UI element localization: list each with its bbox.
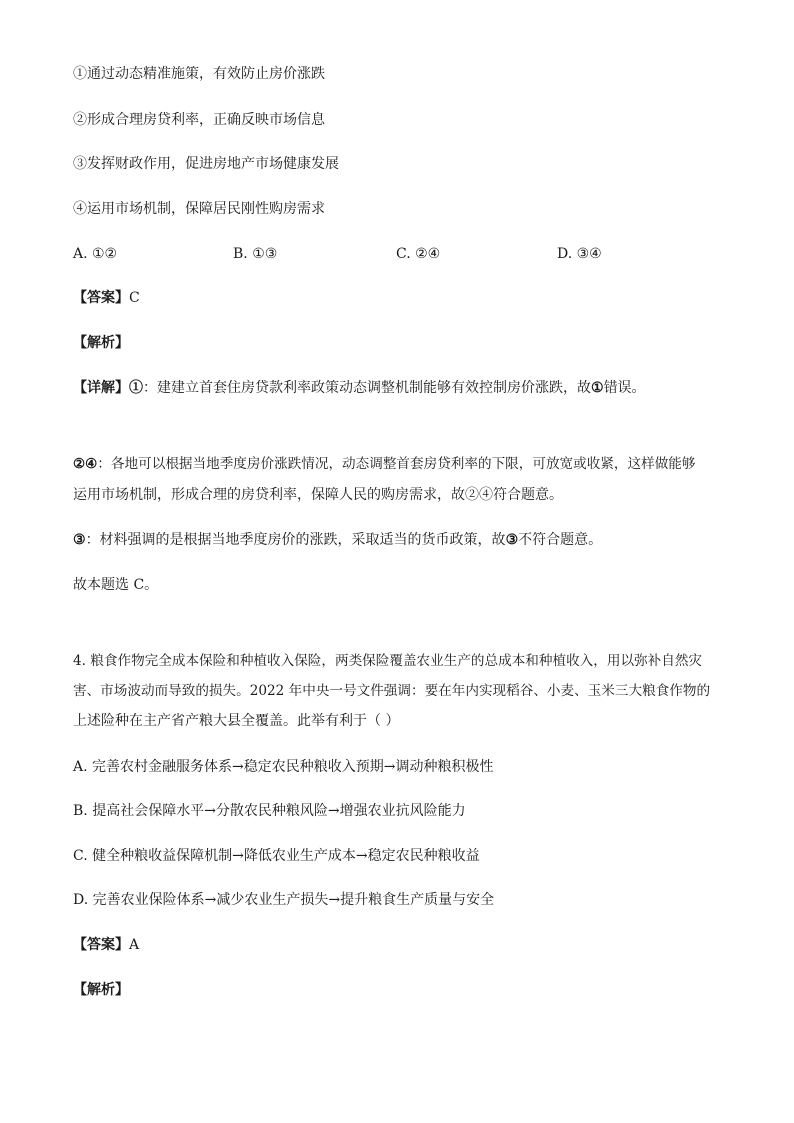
option-a: A. ①②: [73, 246, 118, 262]
option-b: B. ①③: [233, 246, 278, 262]
q4-stem-line2: 害、市场波动而导致的损失。2022 年中央一号文件强调：要在年内实现稻谷、小麦、玉米三大粮食作物的: [73, 683, 711, 699]
statement-1: ①通过动态精准施策，有效防止房价涨跌: [73, 66, 325, 82]
q4-answer-value: A: [129, 937, 140, 953]
option-c: C. ②④: [396, 246, 441, 262]
statement-2: ②形成合理房贷利率，正确反映市场信息: [73, 112, 325, 128]
detail-3-end: 不符合题意。: [518, 532, 603, 548]
detail-1-text: ：建建立首套住房贷款利率政策动态调整机制能够有效控制房价涨跌，故: [143, 380, 591, 396]
q4-answer-line: [73, 935, 139, 955]
statement-3: ③发挥财政作用，促进房地产市场健康发展: [73, 156, 339, 172]
q4-stem-line3: 上述险种在主产省产粮大县全覆盖。此举有利于（ ）: [73, 713, 400, 729]
detail-2-text: ：各地可以根据当地季度房价涨跌情况，动态调整首套房贷利率的下限，可放宽或收紧，这样做能够: [97, 456, 696, 472]
answer-tag: 【答案】: [73, 290, 129, 306]
conclusion: 故本题选 C。: [73, 577, 159, 593]
detail-1-marker-end: ①: [591, 380, 604, 396]
q4-option-b: B. 提高社会保障水平→分散农民种粮风险→增强农业抗风险能力: [73, 803, 466, 819]
detail-1-end: 错误。: [603, 380, 646, 396]
q4-stem-line1: 4. 粮食作物完全成本保险和种植收入保险，两类保险覆盖农业生产的总成本和种植收入，用以弥补自然灾: [73, 653, 703, 669]
q4-option-d: D. 完善农业保险体系→减少农业生产损失→提升粮食生产质量与安全: [73, 892, 495, 908]
detail-1: [73, 378, 646, 398]
answer-value: C: [129, 290, 140, 306]
q4-option-c: C. 健全种粮收益保障机制→降低农业生产成本→稳定农民种粮收益: [73, 848, 480, 864]
q4-analysis-tag: 【解析】: [73, 982, 129, 998]
analysis-tag: 【解析】: [73, 335, 129, 351]
statement-4: ④运用市场机制，保障居民刚性购房需求: [73, 201, 325, 217]
q4-option-a: A. 完善农村金融服务体系→稳定农民种粮收入预期→调动种粮积极性: [73, 759, 494, 775]
detail-3-marker-end: ③: [505, 532, 519, 548]
answer-line: [73, 288, 140, 308]
detail-tag: 【详解】: [73, 380, 129, 396]
detail-2-line2: 运用市场机制，形成合理的房贷利率，保障人民的购房需求，故②④符合题意。: [73, 487, 563, 503]
option-d: D. ③④: [557, 246, 602, 262]
detail-1-marker: ①: [129, 380, 143, 396]
detail-3-marker: ③: [73, 532, 86, 548]
q4-answer-tag: 【答案】: [73, 937, 129, 953]
detail-3-text: ：材料强调的是根据当地季度房价的涨跌，采取适当的货币政策，故: [85, 532, 506, 548]
detail-2-marker: ②④: [73, 456, 98, 472]
detail-2-line1: [73, 454, 696, 474]
detail-3: [73, 530, 602, 550]
